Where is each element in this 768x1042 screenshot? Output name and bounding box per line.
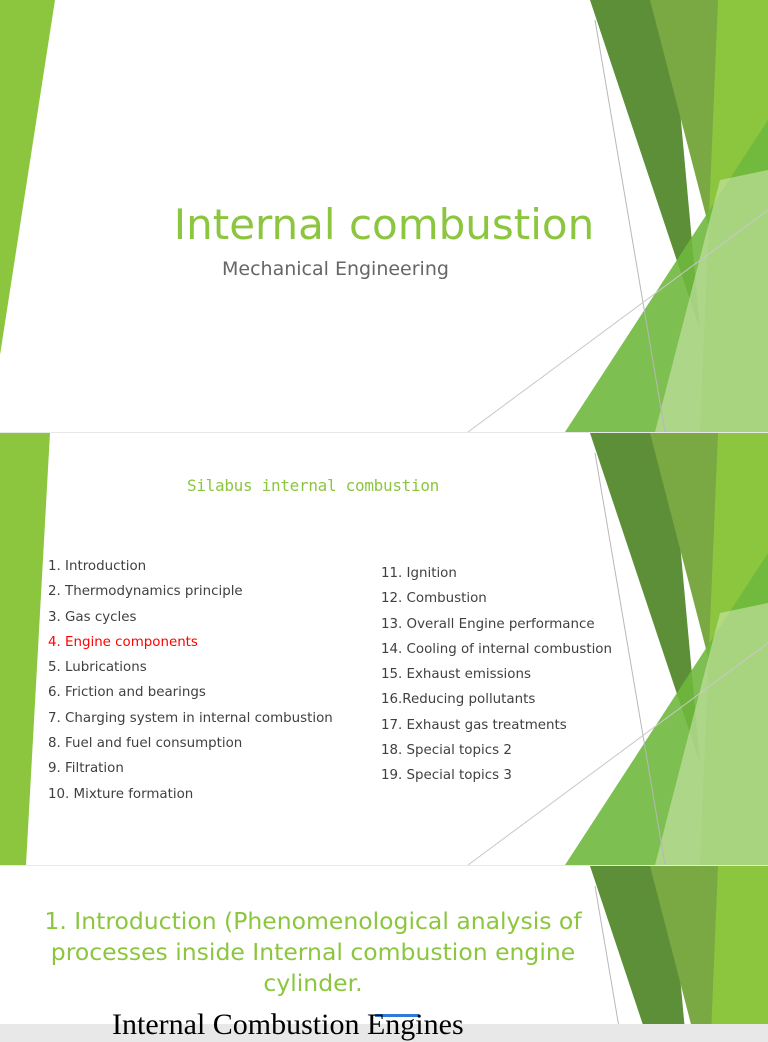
slide-title: Internal combustion	[173, 200, 595, 249]
title-line: 1. Introduction (Phenomenological analysis of	[44, 907, 582, 935]
syllabus-item: 7. Charging system in internal combustion	[48, 710, 333, 726]
syllabus-item: 3. Gas cycles	[48, 609, 137, 625]
syllabus-item: 14. Cooling of internal combustion	[381, 641, 612, 657]
syllabus-item: 15. Exhaust emissions	[381, 667, 531, 683]
introduction-title	[40, 906, 586, 999]
syllabus-item: 18. Special topics 2	[381, 743, 512, 759]
syllabus-item: 1. Introduction	[48, 559, 147, 574]
syllabus-item: 8. Fuel and fuel consumption	[48, 736, 243, 752]
syllabus-title: Silabus internal combustion	[187, 476, 439, 495]
syllabus-item: 13. Overall Engine performance	[381, 616, 595, 632]
slide-subtitle: Mechanical Engineering	[222, 258, 449, 280]
title-line: cylinder.	[263, 969, 363, 997]
syllabus-item: 17. Exhaust gas treatments	[381, 717, 567, 733]
syllabus-item: 4. Engine components	[48, 634, 198, 650]
syllabus-item: 16.Reducing pollutants	[381, 692, 536, 708]
syllabus-item: 10. Mixture formation	[48, 786, 194, 802]
left-green-wedge	[0, 0, 55, 355]
syllabus-item: 5. Lubrications	[48, 660, 147, 676]
syllabus-item: 11. Ignition	[381, 566, 457, 581]
syllabus-item: 12. Combustion	[381, 591, 487, 607]
syllabus-item: 19. Special topics 3	[381, 768, 512, 784]
left-green-wedge	[0, 433, 50, 865]
syllabus-list-right	[381, 561, 612, 789]
syllabus-item: 2. Thermodynamics principle	[48, 584, 243, 600]
syllabus-list-left	[48, 554, 333, 807]
cut-off-heading: Internal Combustion Engines	[112, 1008, 464, 1041]
syllabus-item: 6. Friction and bearings	[48, 685, 206, 701]
title-slide	[0, 0, 768, 432]
title-line: processes inside Internal combustion engine	[50, 938, 576, 966]
syllabus-item: 9. Filtration	[48, 761, 124, 777]
